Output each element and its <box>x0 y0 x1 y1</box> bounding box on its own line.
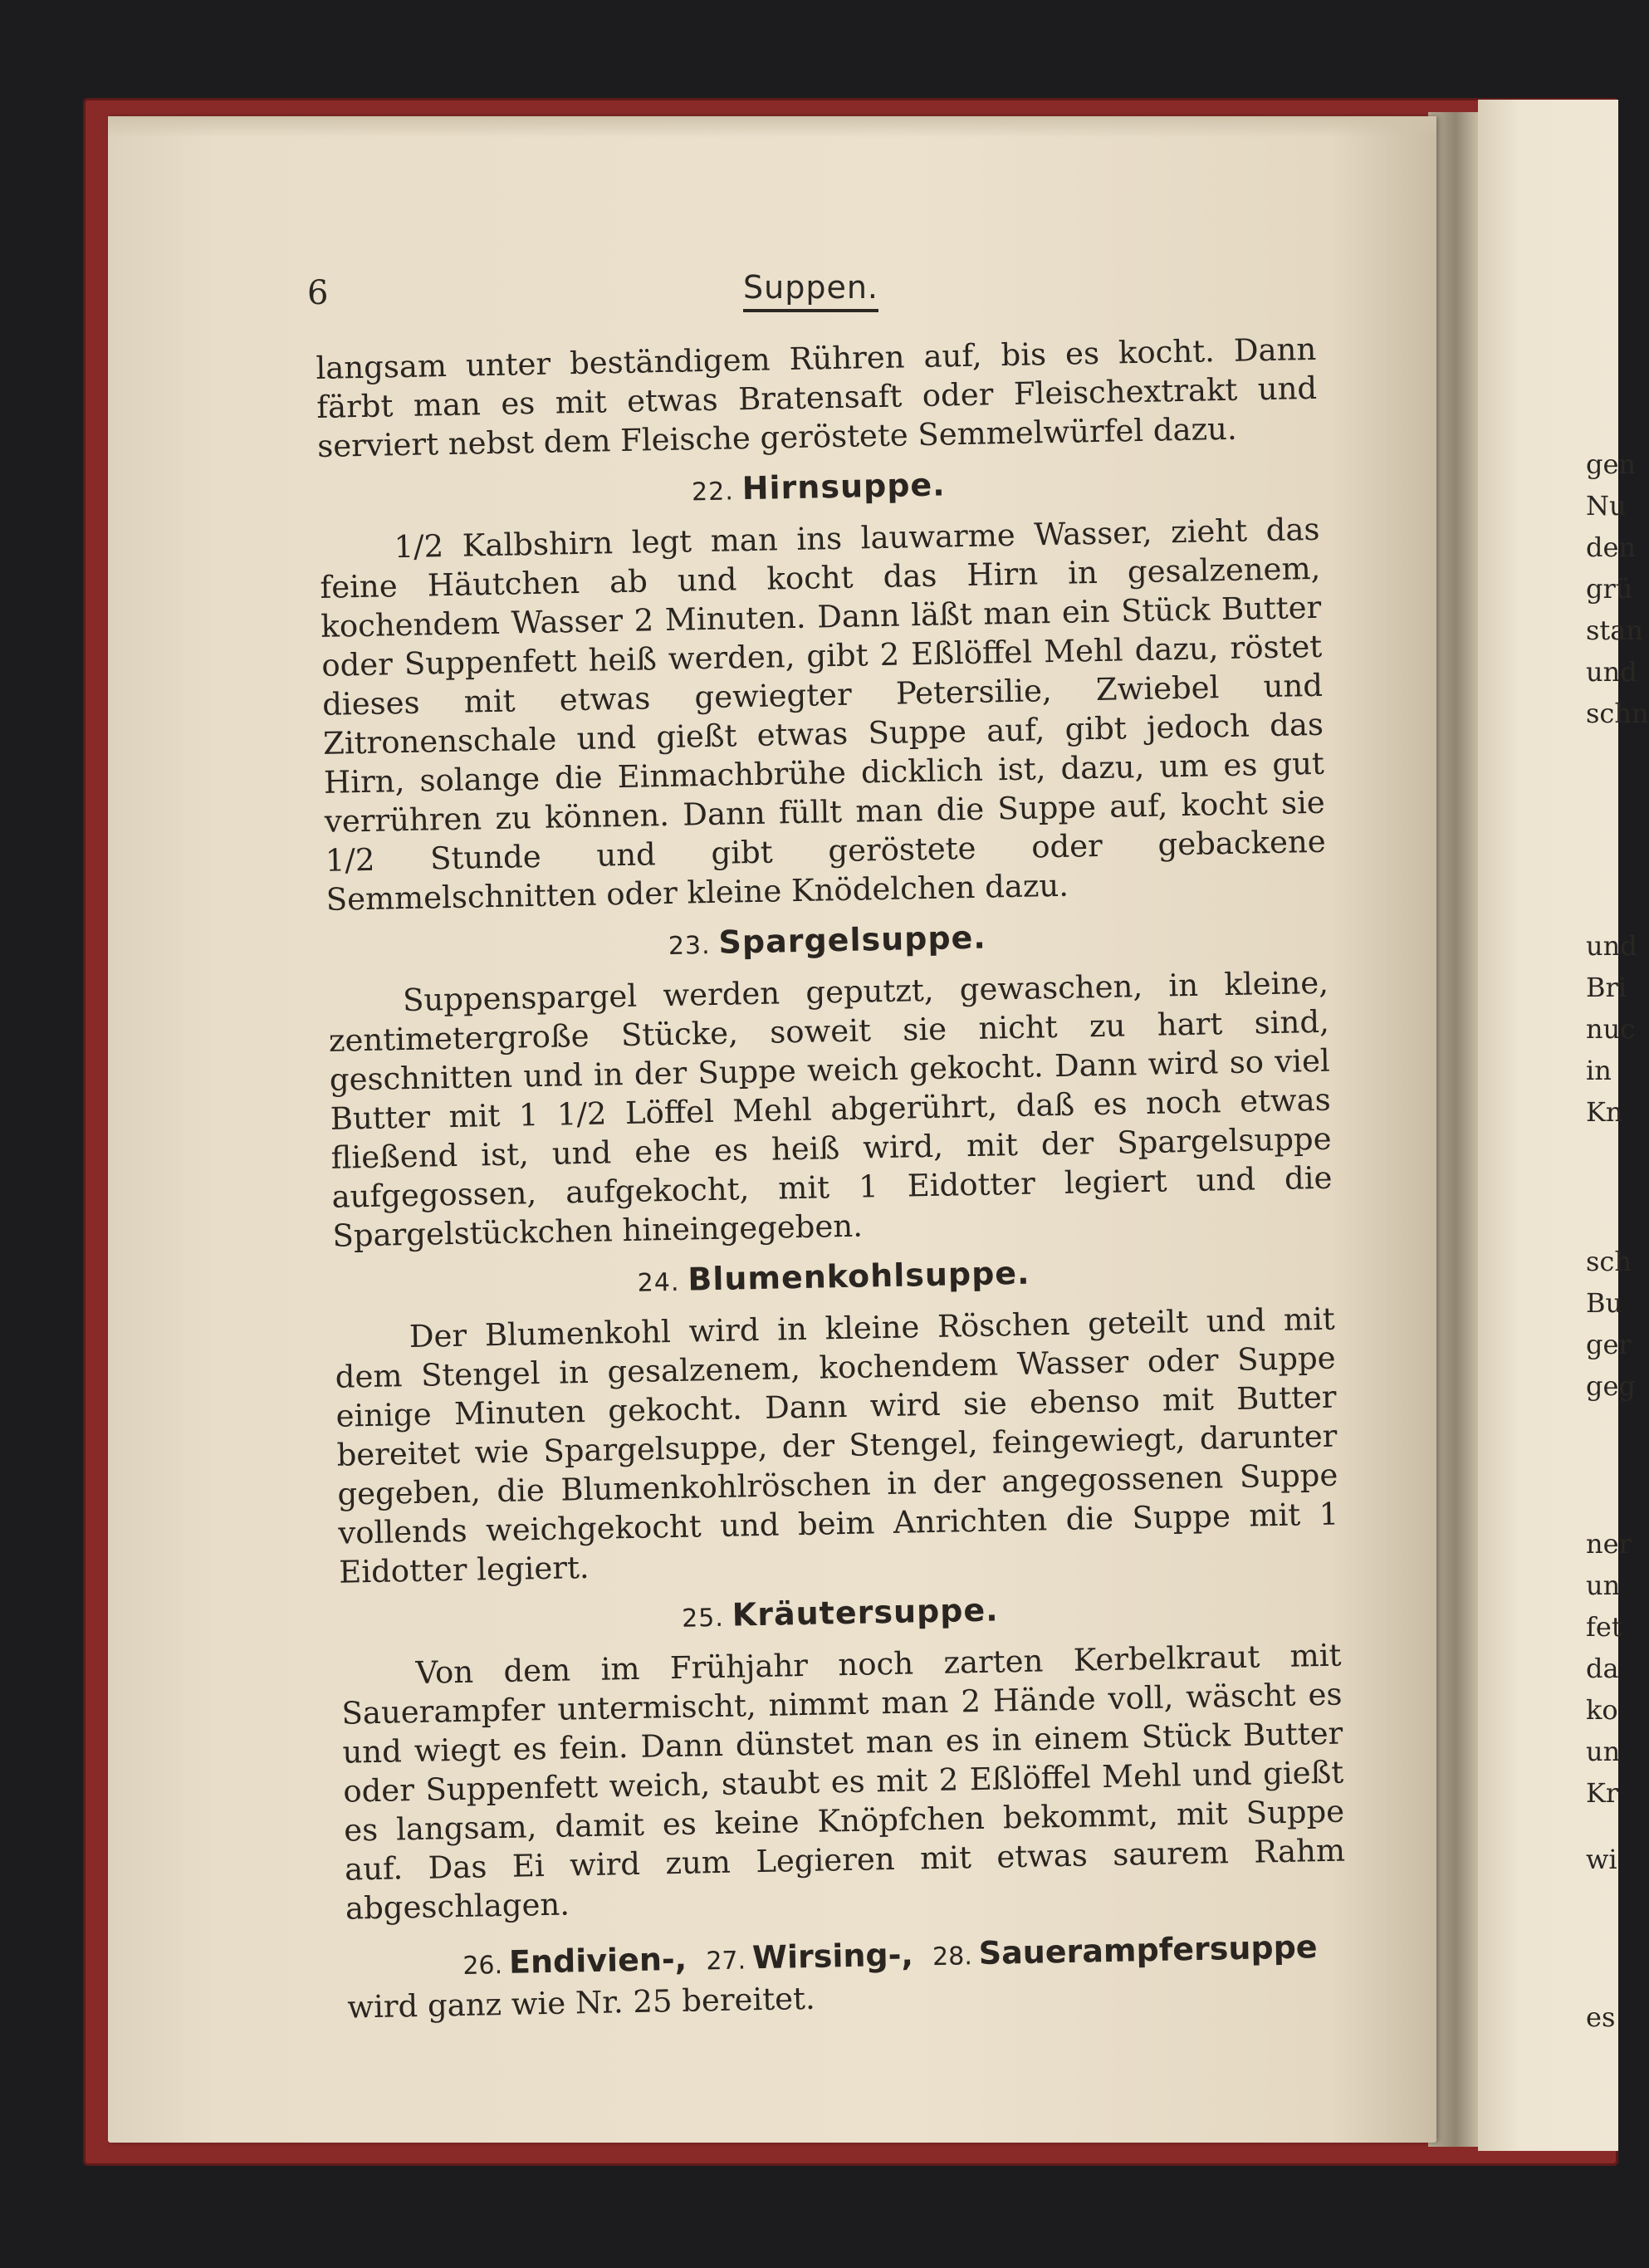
facing-page-fragment: Kr <box>1586 1777 1619 1809</box>
facing-page-fragment: grü <box>1586 573 1633 605</box>
facing-page-fragment: in <box>1586 1055 1612 1086</box>
facing-page <box>1478 100 1649 2151</box>
facing-page-fragment: nuc <box>1586 1013 1636 1045</box>
recipe-title-text: Hirnsuppe. <box>741 466 947 507</box>
combined-recipe-text: wird ganz wie Nr. 25 bereitet. <box>346 1980 816 2026</box>
facing-page-fragment: und <box>1586 930 1637 962</box>
facing-page-fragment: Kn <box>1586 1096 1623 1128</box>
recipe-title-text: Spargelsuppe. <box>718 918 987 961</box>
recipe-number: 22. <box>691 477 735 507</box>
recipe-text: Suppenspargel werden geputzt, gewaschen, in kleine, zentimetergroße Stücke, soweit sie nicht zu hart sind, geschnitten und in der Suppe weich gekocht. Dann wird so viel Butter mit 1 1/2 Löffel Mehl abgerührt, daß es noch etwas fließend ist, und ehe es heiß wird, mit der Spargelsuppe aufgegossen, aufgekocht, mit 1 Eidotter legiert und die Spargelstückchen hineingegeben. <box>328 964 1333 1254</box>
facing-page-fragment: gen <box>1586 448 1637 480</box>
facing-page-fragment: Bri <box>1586 972 1627 1003</box>
recipe-title <box>340 1585 1341 1645</box>
facing-page-fragment: fet <box>1586 1611 1622 1643</box>
facing-page-fragment: ger <box>1586 1329 1632 1360</box>
recipe-number: 27. <box>706 1946 746 1977</box>
facing-page-fragment: stan <box>1586 615 1643 646</box>
facing-page-fragment: un <box>1586 1570 1621 1601</box>
facing-page-fragment: es <box>1586 2001 1616 2033</box>
facing-page-fragment: Bu <box>1586 1287 1623 1319</box>
recipe-number: 26. <box>462 1951 503 1981</box>
recipe-title-text: Endivien-, <box>508 1940 687 1981</box>
recipe-title-text: Wirsing-, <box>751 1936 914 1977</box>
intro-paragraph: langsam unter beständigem Rühren auf, bis es kocht. Dann färbt man es mit etwas Bratensaft oder Fleischextrakt und serviert nebst dem Fleische geröstete Semmelwürfel dazu. <box>316 331 1318 464</box>
recipe-text: Von dem im Frühjahr noch zarten Kerbelkraut mit Sauerampfer untermischt, nimmt man 2 Hände voll, wäscht es und wiegt es fein. Dann dünstet man es in einem Stück Butter oder Suppenfett weich, staubt es mit 2 Eßlöffel Mehl und gießt es langsam, damit es keine Knöpfchen bekommt, mit Suppe auf. Das Ei wird zum Legieren mit etwas saurem Rahm abgeschlagen. <box>341 1637 1346 1927</box>
recipe-number: 24. <box>637 1267 680 1298</box>
recipe-title-text: Kräutersuppe. <box>732 1591 1000 1634</box>
recipe-title-text: Sauerampfersuppe <box>978 1928 1318 1972</box>
recipe-number: 25. <box>681 1603 725 1634</box>
page-top-edge <box>108 116 1436 138</box>
facing-page-fragment: ner <box>1586 1528 1632 1560</box>
facing-page-fragment: un <box>1586 1736 1621 1767</box>
facing-page-fragment: ko <box>1586 1694 1618 1726</box>
recipe-number: 23. <box>668 931 711 961</box>
facing-page-fragment: und <box>1586 656 1637 688</box>
facing-page-fragment: sch <box>1586 1246 1632 1277</box>
recipe-title <box>333 1248 1334 1309</box>
facing-page-fragment: geg <box>1586 1370 1636 1402</box>
facing-page-fragment: Nu <box>1586 490 1627 522</box>
recipe-number: 28. <box>932 1942 973 1972</box>
page-number: 6 <box>307 274 329 312</box>
facing-page-fragment: den <box>1586 531 1637 563</box>
page-header <box>307 269 1328 324</box>
recipe-title <box>318 458 1319 519</box>
recipe-text: Der Blumenkohl wird in kleine Röschen geteilt und mit dem Stengel in gesalzenem, kochendem Wasser oder Suppe einige Minuten gekocht. Dann wird sie ebenso mit Butter bereitet wie Spargelsuppe, der Stengel, feingewiegt, darunter gegeben, die Blumenkohlröschen in der angegossenen Suppe vollends weichgekocht und beim Anrichten die Suppe mit 1 Eidotter legiert. <box>335 1301 1339 1590</box>
facing-page-fragment: schn <box>1586 698 1649 729</box>
page-content <box>316 330 1348 2027</box>
running-head: Suppen. <box>743 269 878 312</box>
recipe-title-text: Blumenkohlsuppe. <box>687 1254 1030 1298</box>
facing-page-fragment: wi <box>1586 1844 1617 1875</box>
recipe-title <box>326 912 1328 972</box>
facing-page-fragment: da <box>1586 1653 1619 1684</box>
recipe-text: 1/2 Kalbshirn legt man ins lauwarme Wasser, zieht das feine Häutchen ab und kocht das Hirn in gesalzenem, kochendem Wasser 2 Minuten. Dann läßt man ein Stück Butter oder Suppenfett heiß werden, gibt 2 Eßlöffel Mehl dazu, röstet dieses mit etwas gewiegter Petersilie, Zwiebel und Zitronenschale und gießt etwas Suppe auf, gibt jedoch das Hirn, solange die Einmachbrühe dicklich ist, dazu, um es gut verrühren zu können. Dann füllt man die Suppe auf, kocht sie 1/2 Stunde und gibt geröstete oder gebackene Semmelschnitten oder kleine Knödelchen dazu. <box>320 511 1327 918</box>
